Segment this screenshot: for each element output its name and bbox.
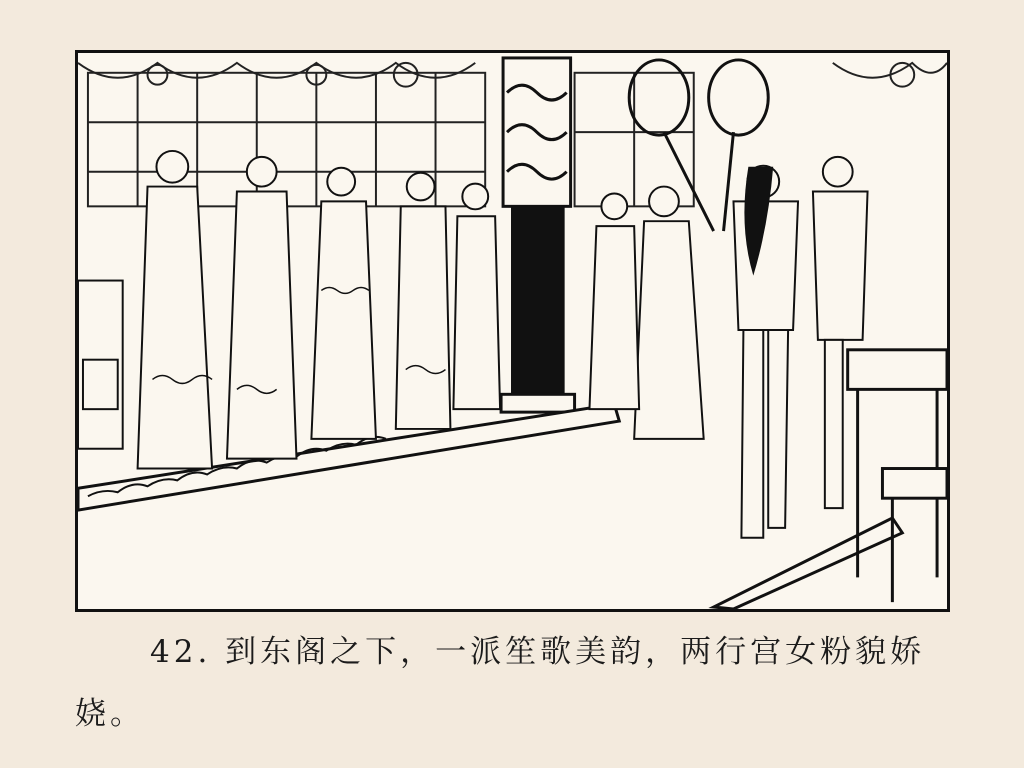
palace-scene-drawing [78,53,947,609]
caption-line-2: 娆。 [75,696,145,732]
ink-illustration-panel [75,50,950,612]
caption-line-1: 42. 到东阁之下，一派笙歌美韵，两行宫女粉貌娇 [150,634,926,670]
left-cabinet [78,281,123,449]
carved-pillar [501,58,574,412]
